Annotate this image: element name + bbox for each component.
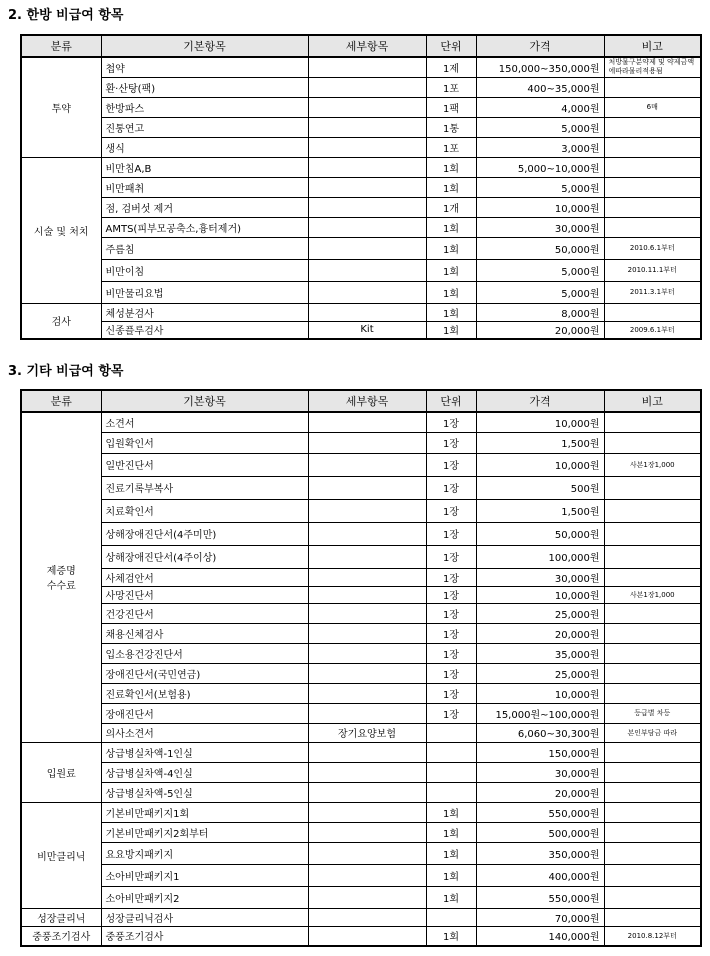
price-cell: 10,000원 bbox=[476, 453, 604, 476]
item-cell: 주름침 bbox=[101, 237, 308, 259]
unit-cell: 1회 bbox=[426, 281, 476, 303]
item-cell: 일반진단서 bbox=[101, 453, 308, 476]
unit-cell: 1회 bbox=[426, 217, 476, 237]
note-cell: 2010.6.1부터 bbox=[604, 237, 701, 259]
table-row bbox=[21, 782, 701, 802]
table-row bbox=[21, 802, 701, 822]
table-row bbox=[21, 157, 701, 177]
table-row bbox=[21, 177, 701, 197]
header-item: 기본항목 bbox=[101, 390, 308, 412]
table-row bbox=[21, 545, 701, 568]
item-cell: 상급병실차액-5인실 bbox=[101, 782, 308, 802]
item-cell: 비만이침 bbox=[101, 259, 308, 281]
price-cell: 400,000원 bbox=[476, 864, 604, 886]
note-cell bbox=[604, 802, 701, 822]
item-cell: 진료기록부복사 bbox=[101, 476, 308, 499]
detail-cell bbox=[308, 864, 426, 886]
price-cell: 20,000원 bbox=[476, 321, 604, 339]
table-row bbox=[21, 643, 701, 663]
note-cell bbox=[604, 303, 701, 321]
header-detail: 세부항목 bbox=[308, 35, 426, 57]
note-cell: 6매 bbox=[604, 97, 701, 117]
detail-cell bbox=[308, 568, 426, 586]
table-row bbox=[21, 217, 701, 237]
unit-cell: 1포 bbox=[426, 137, 476, 157]
price-cell: 30,000원 bbox=[476, 217, 604, 237]
table-row bbox=[21, 197, 701, 217]
price-cell: 25,000원 bbox=[476, 603, 604, 623]
unit-cell: 1장 bbox=[426, 522, 476, 545]
item-cell: 장애진단서 bbox=[101, 703, 308, 723]
korean-medicine-non-covered-table bbox=[20, 34, 702, 340]
item-cell: 점, 검버섯 제거 bbox=[101, 197, 308, 217]
unit-cell bbox=[426, 742, 476, 762]
unit-cell bbox=[426, 908, 476, 926]
table-row bbox=[21, 453, 701, 476]
detail-cell bbox=[308, 886, 426, 908]
price-cell: 5,000~10,000원 bbox=[476, 157, 604, 177]
header-category: 분류 bbox=[21, 35, 101, 57]
header-unit: 단위 bbox=[426, 390, 476, 412]
price-cell: 10,000원 bbox=[476, 586, 604, 603]
note-cell bbox=[604, 623, 701, 643]
note-cell: 2010.8.12부터 bbox=[604, 926, 701, 946]
price-cell: 5,000원 bbox=[476, 281, 604, 303]
note-cell: 본인부담금 따라 bbox=[604, 723, 701, 742]
price-cell: 5,000원 bbox=[476, 259, 604, 281]
price-cell: 150,000~350,000원 bbox=[476, 57, 604, 77]
detail-cell bbox=[308, 137, 426, 157]
unit-cell: 1제 bbox=[426, 57, 476, 77]
detail-cell bbox=[308, 683, 426, 703]
item-cell: 상급병실차액-4인실 bbox=[101, 762, 308, 782]
note-cell bbox=[604, 864, 701, 886]
item-cell: 성장클리닉검사 bbox=[101, 908, 308, 926]
category-cell: 중풍조기검사 bbox=[21, 926, 101, 946]
note-cell: 사본1장1,000 bbox=[604, 453, 701, 476]
section-3-title: 3. 기타 비급여 항목 bbox=[8, 364, 124, 379]
price-cell: 5,000원 bbox=[476, 177, 604, 197]
item-cell: 치료확인서 bbox=[101, 499, 308, 522]
header-detail: 세부항목 bbox=[308, 390, 426, 412]
item-cell: 사체검안서 bbox=[101, 568, 308, 586]
table-row bbox=[21, 603, 701, 623]
table-row bbox=[21, 97, 701, 117]
detail-cell bbox=[308, 117, 426, 137]
item-cell: 입소용건강진단서 bbox=[101, 643, 308, 663]
unit-cell: 1회 bbox=[426, 259, 476, 281]
note-cell bbox=[604, 217, 701, 237]
detail-cell bbox=[308, 842, 426, 864]
table-row bbox=[21, 77, 701, 97]
item-cell: 사망진단서 bbox=[101, 586, 308, 603]
category-cell: 검사 bbox=[21, 303, 101, 339]
note-cell: 2010.11.1부터 bbox=[604, 259, 701, 281]
table-row bbox=[21, 522, 701, 545]
table-row bbox=[21, 499, 701, 522]
table-row bbox=[21, 432, 701, 453]
unit-cell: 1장 bbox=[426, 643, 476, 663]
item-cell: 소아비만패키지1 bbox=[101, 864, 308, 886]
note-cell: 등급별 차등 bbox=[604, 703, 701, 723]
unit-cell: 1회 bbox=[426, 822, 476, 842]
table-row bbox=[21, 137, 701, 157]
item-cell: 체성분검사 bbox=[101, 303, 308, 321]
price-cell: 30,000원 bbox=[476, 568, 604, 586]
price-cell: 100,000원 bbox=[476, 545, 604, 568]
unit-cell: 1회 bbox=[426, 842, 476, 864]
note-cell: 처방물구분약제 및 약제금액에따라물리적용됨 bbox=[604, 57, 701, 77]
note-cell bbox=[604, 545, 701, 568]
table-row bbox=[21, 742, 701, 762]
table-row bbox=[21, 321, 701, 339]
item-cell: 소아비만패키지2 bbox=[101, 886, 308, 908]
table-row bbox=[21, 281, 701, 303]
table-row bbox=[21, 822, 701, 842]
category-cell: 성장클리닉 bbox=[21, 908, 101, 926]
item-cell: 상급병실차액-1인실 bbox=[101, 742, 308, 762]
detail-cell bbox=[308, 432, 426, 453]
header-item: 기본항목 bbox=[101, 35, 308, 57]
header-note: 비고 bbox=[604, 35, 701, 57]
table-row bbox=[21, 683, 701, 703]
detail-cell bbox=[308, 762, 426, 782]
category-cell: 입원료 bbox=[21, 742, 101, 802]
item-cell: 소견서 bbox=[101, 412, 308, 432]
detail-cell bbox=[308, 586, 426, 603]
note-cell bbox=[604, 77, 701, 97]
detail-cell bbox=[308, 742, 426, 762]
other-non-covered-table bbox=[20, 389, 702, 947]
note-cell bbox=[604, 432, 701, 453]
item-cell: 기본비만패키지1회 bbox=[101, 802, 308, 822]
item-cell: 건강진단서 bbox=[101, 603, 308, 623]
table-row bbox=[21, 864, 701, 886]
price-cell: 1,500원 bbox=[476, 432, 604, 453]
price-cell: 70,000원 bbox=[476, 908, 604, 926]
table-row bbox=[21, 623, 701, 643]
price-cell: 4,000원 bbox=[476, 97, 604, 117]
price-cell: 140,000원 bbox=[476, 926, 604, 946]
unit-cell: 1회 bbox=[426, 802, 476, 822]
table-row bbox=[21, 303, 701, 321]
price-cell: 150,000원 bbox=[476, 742, 604, 762]
price-cell: 20,000원 bbox=[476, 623, 604, 643]
note-cell bbox=[604, 782, 701, 802]
table-row bbox=[21, 117, 701, 137]
table-row bbox=[21, 703, 701, 723]
unit-cell: 1회 bbox=[426, 886, 476, 908]
note-cell bbox=[604, 822, 701, 842]
item-cell: 의사소견서 bbox=[101, 723, 308, 742]
item-cell: 비만물리요법 bbox=[101, 281, 308, 303]
table-row bbox=[21, 237, 701, 259]
price-cell: 10,000원 bbox=[476, 197, 604, 217]
unit-cell: 1장 bbox=[426, 476, 476, 499]
item-cell: 비만침A,B bbox=[101, 157, 308, 177]
note-cell bbox=[604, 568, 701, 586]
item-cell: 상해장애진단서(4주미만) bbox=[101, 522, 308, 545]
table-row bbox=[21, 663, 701, 683]
note-cell bbox=[604, 603, 701, 623]
price-cell: 20,000원 bbox=[476, 782, 604, 802]
unit-cell: 1회 bbox=[426, 864, 476, 886]
table-row bbox=[21, 723, 701, 742]
note-cell bbox=[604, 742, 701, 762]
item-cell: 진료확인서(보험용) bbox=[101, 683, 308, 703]
detail-cell bbox=[308, 57, 426, 77]
price-cell: 350,000원 bbox=[476, 842, 604, 864]
unit-cell: 1팩 bbox=[426, 97, 476, 117]
item-cell: 중풍조기검사 bbox=[101, 926, 308, 946]
unit-cell: 1회 bbox=[426, 321, 476, 339]
note-cell bbox=[604, 157, 701, 177]
note-cell bbox=[604, 177, 701, 197]
note-cell bbox=[604, 663, 701, 683]
category-cell: 제증명 수수료 bbox=[21, 412, 101, 742]
unit-cell: 1장 bbox=[426, 603, 476, 623]
note-cell bbox=[604, 412, 701, 432]
price-cell: 10,000원 bbox=[476, 683, 604, 703]
detail-cell bbox=[308, 281, 426, 303]
detail-cell bbox=[308, 97, 426, 117]
note-cell bbox=[604, 886, 701, 908]
item-cell: 생식 bbox=[101, 137, 308, 157]
detail-cell bbox=[308, 603, 426, 623]
price-cell: 5,000원 bbox=[476, 117, 604, 137]
detail-cell bbox=[308, 476, 426, 499]
table-row bbox=[21, 886, 701, 908]
unit-cell: 1장 bbox=[426, 683, 476, 703]
detail-cell bbox=[308, 908, 426, 926]
price-cell: 6,060~30,300원 bbox=[476, 723, 604, 742]
table-row bbox=[21, 57, 701, 77]
item-cell: 기본비만패키지2회부터 bbox=[101, 822, 308, 842]
unit-cell: 1통 bbox=[426, 117, 476, 137]
table-row bbox=[21, 842, 701, 864]
note-cell bbox=[604, 117, 701, 137]
unit-cell: 1회 bbox=[426, 237, 476, 259]
price-cell: 3,000원 bbox=[476, 137, 604, 157]
item-cell: 채용신체검사 bbox=[101, 623, 308, 643]
table-row bbox=[21, 412, 701, 432]
price-cell: 550,000원 bbox=[476, 802, 604, 822]
detail-cell bbox=[308, 303, 426, 321]
price-cell: 50,000원 bbox=[476, 522, 604, 545]
unit-cell bbox=[426, 723, 476, 742]
price-cell: 500원 bbox=[476, 476, 604, 499]
detail-cell bbox=[308, 217, 426, 237]
unit-cell: 1회 bbox=[426, 926, 476, 946]
price-cell: 10,000원 bbox=[476, 412, 604, 432]
unit-cell: 1장 bbox=[426, 623, 476, 643]
price-cell: 550,000원 bbox=[476, 886, 604, 908]
unit-cell bbox=[426, 762, 476, 782]
price-cell: 25,000원 bbox=[476, 663, 604, 683]
price-cell: 50,000원 bbox=[476, 237, 604, 259]
note-cell bbox=[604, 842, 701, 864]
detail-cell bbox=[308, 822, 426, 842]
price-cell: 1,500원 bbox=[476, 499, 604, 522]
item-cell: 진통연고 bbox=[101, 117, 308, 137]
item-cell: 환·산탕(팩) bbox=[101, 77, 308, 97]
unit-cell: 1장 bbox=[426, 703, 476, 723]
price-cell: 30,000원 bbox=[476, 762, 604, 782]
unit-cell: 1장 bbox=[426, 586, 476, 603]
unit-cell: 1회 bbox=[426, 157, 476, 177]
item-cell: 장애진단서(국민연금) bbox=[101, 663, 308, 683]
detail-cell bbox=[308, 499, 426, 522]
detail-cell bbox=[308, 77, 426, 97]
note-cell bbox=[604, 476, 701, 499]
item-cell: 한방파스 bbox=[101, 97, 308, 117]
item-cell: 비만패취 bbox=[101, 177, 308, 197]
detail-cell bbox=[308, 802, 426, 822]
unit-cell: 1회 bbox=[426, 177, 476, 197]
table-row bbox=[21, 476, 701, 499]
detail-cell bbox=[308, 643, 426, 663]
note-cell: 2009.6.1부터 bbox=[604, 321, 701, 339]
item-cell: AMTS(피부모공축소,흉터제거) bbox=[101, 217, 308, 237]
price-cell: 35,000원 bbox=[476, 643, 604, 663]
unit-cell bbox=[426, 782, 476, 802]
note-cell bbox=[604, 908, 701, 926]
table-row bbox=[21, 568, 701, 586]
detail-cell bbox=[308, 703, 426, 723]
unit-cell: 1장 bbox=[426, 432, 476, 453]
item-cell: 상해장애진단서(4주이상) bbox=[101, 545, 308, 568]
section-2-title: 2. 한방 비급여 항목 bbox=[8, 8, 124, 23]
table-row bbox=[21, 908, 701, 926]
price-cell: 400~35,000원 bbox=[476, 77, 604, 97]
table-row bbox=[21, 926, 701, 946]
detail-cell: 장기요양보험 bbox=[308, 723, 426, 742]
item-cell: 첩약 bbox=[101, 57, 308, 77]
unit-cell: 1장 bbox=[426, 568, 476, 586]
note-cell bbox=[604, 762, 701, 782]
detail-cell bbox=[308, 412, 426, 432]
category-cell: 투약 bbox=[21, 57, 101, 157]
note-cell: 2011.3.1부터 bbox=[604, 281, 701, 303]
table-row bbox=[21, 762, 701, 782]
detail-cell bbox=[308, 177, 426, 197]
table-row bbox=[21, 586, 701, 603]
note-cell bbox=[604, 197, 701, 217]
note-cell bbox=[604, 683, 701, 703]
header-unit: 단위 bbox=[426, 35, 476, 57]
detail-cell bbox=[308, 782, 426, 802]
unit-cell: 1개 bbox=[426, 197, 476, 217]
note-cell bbox=[604, 643, 701, 663]
detail-cell bbox=[308, 157, 426, 177]
unit-cell: 1장 bbox=[426, 453, 476, 476]
price-cell: 8,000원 bbox=[476, 303, 604, 321]
price-cell: 15,000원~100,000원 bbox=[476, 703, 604, 723]
note-cell bbox=[604, 137, 701, 157]
category-cell: 비만클리닉 bbox=[21, 802, 101, 908]
table-row bbox=[21, 259, 701, 281]
header-category: 분류 bbox=[21, 390, 101, 412]
item-cell: 요요방지패키지 bbox=[101, 842, 308, 864]
detail-cell bbox=[308, 926, 426, 946]
detail-cell bbox=[308, 623, 426, 643]
header-price: 가격 bbox=[476, 390, 604, 412]
detail-cell bbox=[308, 663, 426, 683]
note-cell bbox=[604, 522, 701, 545]
detail-cell bbox=[308, 259, 426, 281]
detail-cell bbox=[308, 545, 426, 568]
item-cell: 신종플루검사 bbox=[101, 321, 308, 339]
detail-cell bbox=[308, 522, 426, 545]
unit-cell: 1장 bbox=[426, 545, 476, 568]
note-cell: 사본1장1,000 bbox=[604, 586, 701, 603]
unit-cell: 1포 bbox=[426, 77, 476, 97]
price-cell: 500,000원 bbox=[476, 822, 604, 842]
detail-cell bbox=[308, 237, 426, 259]
header-price: 가격 bbox=[476, 35, 604, 57]
unit-cell: 1장 bbox=[426, 412, 476, 432]
detail-cell bbox=[308, 453, 426, 476]
item-cell: 입원확인서 bbox=[101, 432, 308, 453]
note-cell bbox=[604, 499, 701, 522]
unit-cell: 1장 bbox=[426, 663, 476, 683]
category-cell: 시술 및 처치 bbox=[21, 157, 101, 303]
detail-cell: Kit bbox=[308, 321, 426, 339]
header-note: 비고 bbox=[604, 390, 701, 412]
detail-cell bbox=[308, 197, 426, 217]
unit-cell: 1장 bbox=[426, 499, 476, 522]
unit-cell: 1회 bbox=[426, 303, 476, 321]
